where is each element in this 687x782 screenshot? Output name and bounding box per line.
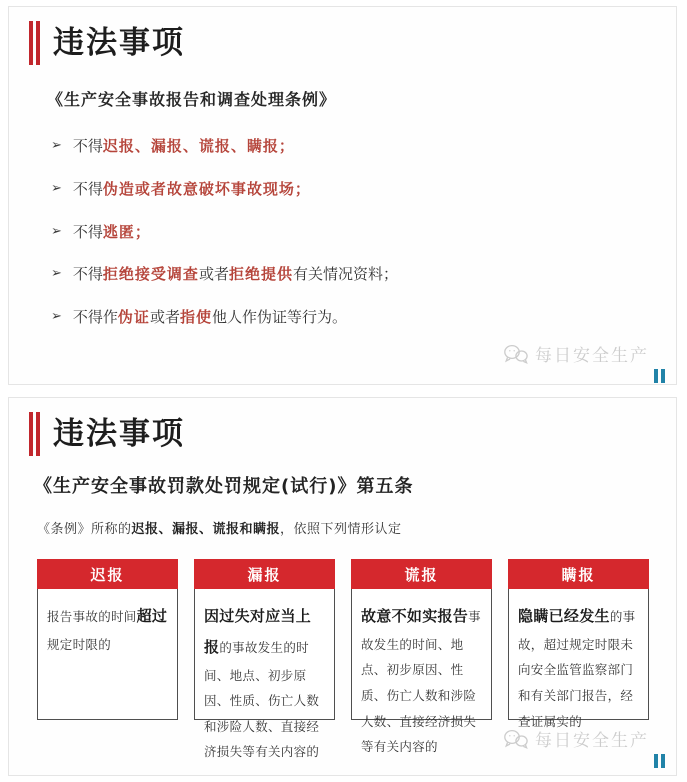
- slide-1-title: 违法事项: [53, 24, 185, 61]
- list-item-text: 不得伪造或者故意破坏事故现场；: [72, 179, 311, 198]
- definition-card-manbao: [508, 559, 649, 729]
- slide-2-subtitle: 《生产安全事故罚款处罚规定(试行)》第五条: [34, 476, 414, 497]
- slide-2-title: 违法事项: [53, 415, 185, 452]
- list-item-text: 不得作伪证或者指使他人作伪证等行为。: [72, 308, 347, 327]
- accent-bar-icon: [29, 412, 40, 456]
- arrow-bullet-icon: ➢: [51, 180, 62, 196]
- list-item: [51, 307, 676, 328]
- pause-icon: [654, 754, 665, 768]
- list-item: [51, 222, 676, 243]
- pause-icon: [654, 369, 665, 383]
- list-item: [51, 179, 676, 200]
- violations-list: [51, 136, 676, 328]
- list-item-text: 不得拒绝接受调查或者拒绝提供有关情况资料；: [72, 265, 398, 284]
- slide-2-header: [29, 412, 676, 456]
- definition-card-body: 故意不如实报告事故发生的时间、地点、初步原因、性质、伤亡人数和涉险人数、直接经济损失等有关内容的: [351, 589, 492, 720]
- arrow-bullet-icon: ➢: [51, 223, 62, 239]
- definition-card-huangbao: [351, 559, 492, 755]
- watermark-text: 每日安全生产: [535, 731, 649, 751]
- definition-card-header: 瞒报: [508, 559, 649, 589]
- slide-2: [8, 397, 677, 776]
- arrow-bullet-icon: ➢: [51, 138, 62, 153]
- slide-1-header: [29, 21, 676, 65]
- watermark-text: 每日安全生产: [535, 346, 649, 366]
- definition-card-body: 隐瞒已经发生的事故，超过规定时限未向安全监管监察部门和有关部门报告，经查证属实的: [508, 589, 649, 720]
- watermark: [503, 726, 649, 751]
- slide-1: [8, 6, 677, 385]
- definition-card-loubao: [194, 559, 335, 760]
- list-item: [51, 136, 676, 157]
- slide-1-subtitle: 《生产安全事故报告和调查处理条例》: [47, 90, 337, 109]
- definition-card-body: 因过失对应当上报的事故发生的时间、地点、初步原因、性质、伤亡人数和涉险人数、直接经济损失等有关内容的: [194, 589, 335, 720]
- definition-card-header: 漏报: [194, 559, 335, 589]
- definition-card-body: 报告事故的时间超过规定时限的: [37, 589, 178, 720]
- list-item-text: 不得逃匿；: [72, 222, 151, 241]
- accent-bar-icon: [29, 21, 40, 65]
- arrow-bullet-icon: ➢: [51, 266, 62, 282]
- watermark: [503, 341, 649, 366]
- definition-card-chibao: [37, 559, 178, 720]
- definition-intro: 《条例》所称的迟报、漏报、谎报和瞒报，依照下列情形认定: [37, 522, 402, 537]
- list-item-text: 不得迟报、漏报、谎报、瞒报；: [72, 137, 295, 155]
- wechat-icon: [503, 343, 529, 365]
- list-item: [51, 264, 676, 285]
- wechat-icon: [503, 728, 529, 750]
- definition-card-header: 迟报: [37, 559, 178, 589]
- arrow-bullet-icon: ➢: [51, 309, 62, 325]
- definition-card-header: 谎报: [351, 559, 492, 589]
